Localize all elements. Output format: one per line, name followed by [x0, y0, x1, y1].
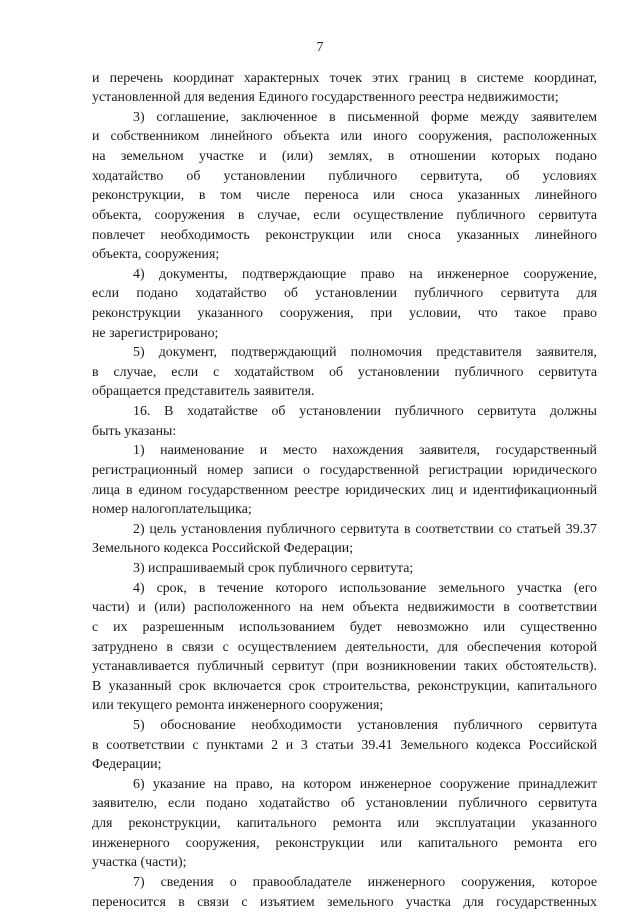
- text-line: реконструкции, в том числе переноса или сноса указанных линейного: [92, 188, 597, 204]
- text-line: участка (части);: [92, 855, 187, 871]
- text-line: В указанный срок включается срок строительства, реконструкции, капитального: [92, 678, 597, 694]
- text-line: установленной для ведения Единого государственного реестра недвижимости;: [92, 90, 559, 106]
- text-line: лица в едином государственном реестре юридических лиц и идентификационный: [92, 482, 597, 498]
- paragraph-first-line: 4) документы, подтверждающие право на инженерное сооружение,: [133, 266, 597, 282]
- text-line: на земельном участке и (или) землях, в отношении которых подано: [92, 149, 597, 164]
- text-line: переносится в связи с изъятием земельного участка для государственных: [92, 894, 597, 910]
- text-line: инженерного сооружения, реконструкции или капитального ремонта его: [92, 835, 597, 851]
- paragraph-first-line: 6) указание на право, на котором инженерное сооружение принадлежит: [133, 776, 597, 792]
- text-line: реконструкции указанного сооружения, при условии, что такое право: [92, 305, 597, 321]
- text-line: в соответствии с пунктами 2 и 3 статьи 39.41 Земельного кодекса Российской: [92, 737, 597, 753]
- text-line: и собственником линейного объекта или иного сооружения, расположенных: [92, 129, 597, 145]
- paragraph-first-line: 1) наименование и место нахождения заявителя, государственный: [133, 443, 597, 459]
- text-line: в случае, если с ходатайством об установлении публичного сервитута: [92, 364, 597, 380]
- text-line: повлечет необходимость реконструкции или сноса указанных линейного: [92, 227, 597, 243]
- paragraph-first-line: 3) испрашиваемый срок публичного сервитута;: [133, 561, 414, 576]
- text-line: устанавливается публичный сервитут (при возникновении таких обстоятельств).: [92, 659, 597, 675]
- text-line: номер налогоплательщика;: [92, 502, 252, 518]
- text-line: для реконструкции, капитального ремонта или эксплуатации указанного: [92, 816, 597, 832]
- text-line: части) и (или) расположенного на нем объекта недвижимости в соответствии: [92, 600, 597, 616]
- paragraph-first-line: 5) документ, подтверждающий полномочия представителя заявителя,: [133, 345, 597, 361]
- paragraph-first-line: 5) обоснование необходимости установления публичного сервитута: [133, 718, 597, 733]
- text-line: или текущего ремонта инженерного сооружения;: [92, 698, 384, 714]
- text-line: если подано ходатайство об установлении публичного сервитута для: [92, 286, 597, 302]
- text-line: быть указаны:: [92, 423, 177, 439]
- paragraph-first-line: 2) цель установления публичного сервитута в соответствии со статьей 39.37: [133, 521, 597, 537]
- text-line: заявителю, если подано ходатайство об установлении публичного сервитута: [92, 796, 597, 812]
- text-line: регистрационный номер записи о государственной регистрации юридического: [92, 462, 597, 478]
- paragraph-first-line: 3) соглашение, заключенное в письменной форме между заявителем: [133, 109, 597, 125]
- text-line: и перечень координат характерных точек этих границ в системе координат,: [92, 70, 597, 86]
- text-line: объекта, сооружения;: [92, 247, 220, 263]
- text-line: с их разрешенным использованием будет невозможно или существенно: [92, 619, 597, 635]
- text-line: Земельного кодекса Российской Федерации;: [92, 541, 354, 557]
- text-line: обращается представитель заявителя.: [92, 384, 315, 400]
- page-number: 7: [316, 40, 324, 55]
- text-line: ходатайство об установлении публичного сервитута, об условиях: [92, 168, 597, 184]
- text-line: затруднено в связи с осуществлением деятельности, для обеспечения которой: [92, 639, 597, 655]
- paragraph-first-line: 4) срок, в течение которого использование земельного участка (его: [133, 580, 597, 596]
- text-line: объекта, сооружения в случае, если осуществление публичного сервитута: [92, 207, 597, 223]
- text-line: Федерации;: [92, 757, 162, 773]
- paragraph-first-line: 16. В ходатайстве об установлении публичного сервитута должны: [133, 404, 597, 419]
- paragraph-first-line: 7) сведения о правообладателе инженерного сооружения, которое: [133, 874, 597, 890]
- text-line: не зарегистрировано;: [92, 325, 219, 341]
